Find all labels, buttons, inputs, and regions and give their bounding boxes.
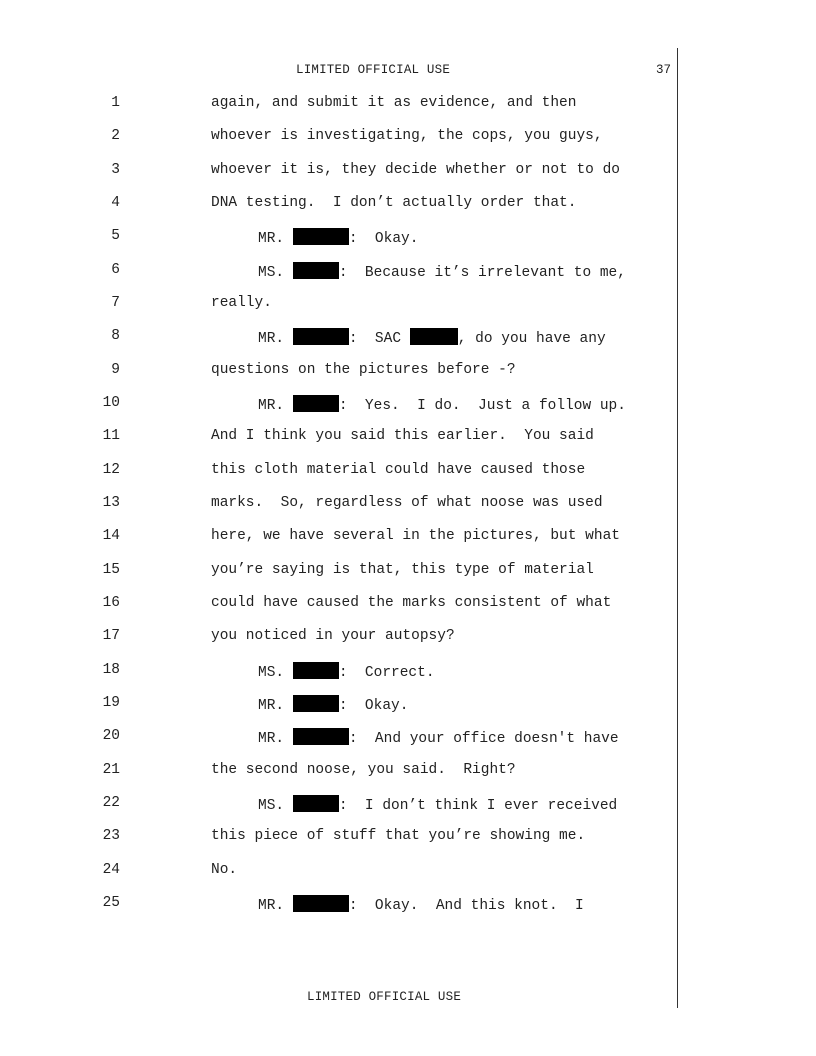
line-text: : SAC (348, 331, 410, 347)
speaker-line (258, 662, 435, 681)
line-number: 4 (111, 195, 120, 211)
transcript-line (0, 495, 680, 519)
page-footer-title: LIMITED OFFICIAL USE (307, 990, 462, 1004)
line-text: : Because it’s irrelevant to me, (338, 265, 626, 281)
transcript-line (0, 228, 680, 252)
line-text: you noticed in your autopsy? (211, 628, 455, 644)
redaction-bar (293, 262, 339, 279)
transcript-line (0, 128, 680, 152)
line-number: 7 (111, 295, 120, 311)
line-text: DNA testing. I don’t actually order that. (211, 195, 577, 211)
line-text: , do you have any (457, 331, 606, 347)
redaction-bar (293, 795, 339, 812)
line-number: 6 (111, 262, 120, 278)
transcript-line (0, 862, 680, 886)
transcript-line (0, 662, 680, 686)
transcript-line (0, 162, 680, 186)
transcript-line (0, 362, 680, 386)
speaker-title: MR. (258, 898, 285, 914)
line-text: : Okay. (348, 231, 419, 247)
redaction-bar (293, 662, 339, 679)
speaker-line (258, 895, 584, 914)
transcript-line (0, 295, 680, 319)
line-number: 3 (111, 162, 120, 178)
line-number: 11 (102, 428, 120, 444)
line-text: again, and submit it as evidence, and then (211, 95, 577, 111)
speaker-title: MR. (258, 698, 285, 714)
transcript-line (0, 595, 680, 619)
transcript-line (0, 95, 680, 119)
line-number: 8 (111, 328, 120, 344)
redaction-bar (293, 895, 349, 912)
line-text: : Correct. (338, 665, 435, 681)
line-number: 17 (102, 628, 120, 644)
line-text: : Yes. I do. Just a follow up. (338, 398, 626, 414)
transcript-line (0, 762, 680, 786)
speaker-title: MS. (258, 265, 285, 281)
speaker-title: MR. (258, 331, 285, 347)
speaker-line (258, 328, 606, 347)
line-text: whoever is investigating, the cops, you guys, (211, 128, 603, 144)
speaker-line (258, 795, 617, 814)
transcript-line (0, 328, 680, 352)
transcript-line (0, 828, 680, 852)
line-number: 15 (102, 562, 120, 578)
line-number: 24 (102, 862, 120, 878)
line-number: 25 (102, 895, 120, 911)
line-text: really. (211, 295, 272, 311)
line-number: 23 (102, 828, 120, 844)
line-text: the second noose, you said. Right? (211, 762, 516, 778)
transcript-line (0, 728, 680, 752)
line-number: 13 (102, 495, 120, 511)
redaction-bar (293, 395, 339, 412)
line-number: 10 (102, 395, 120, 411)
speaker-line (258, 695, 408, 714)
transcript-line (0, 695, 680, 719)
line-number: 5 (111, 228, 120, 244)
redaction-bar (410, 328, 458, 345)
line-text: : Okay. And this knot. I (348, 898, 584, 914)
line-text: And I think you said this earlier. You said (211, 428, 594, 444)
line-number: 19 (102, 695, 120, 711)
page-number: 37 (656, 63, 672, 77)
line-text: marks. So, regardless of what noose was used (211, 495, 603, 511)
page-header-title: LIMITED OFFICIAL USE (296, 63, 451, 77)
line-number: 20 (102, 728, 120, 744)
line-number: 18 (102, 662, 120, 678)
line-number: 9 (111, 362, 120, 378)
speaker-line (258, 228, 418, 247)
speaker-line (258, 728, 619, 747)
line-text: this piece of stuff that you’re showing me. (211, 828, 586, 844)
transcript-line (0, 628, 680, 652)
line-text: No. (211, 862, 238, 878)
redaction-bar (293, 228, 349, 245)
speaker-title: MR. (258, 731, 285, 747)
line-text: : And your office doesn't have (348, 731, 619, 747)
line-text: this cloth material could have caused those (211, 462, 586, 478)
redaction-bar (293, 728, 349, 745)
transcript-line (0, 395, 680, 419)
line-number: 21 (102, 762, 120, 778)
transcript-line (0, 262, 680, 286)
transcript-line (0, 528, 680, 552)
transcript-line (0, 428, 680, 452)
speaker-title: MR. (258, 398, 285, 414)
speaker-line (258, 395, 626, 414)
speaker-title: MS. (258, 665, 285, 681)
redaction-bar (293, 695, 339, 712)
transcript-line (0, 195, 680, 219)
line-text: : Okay. (338, 698, 409, 714)
transcript-line (0, 462, 680, 486)
speaker-title: MR. (258, 231, 285, 247)
line-number: 22 (102, 795, 120, 811)
speaker-title: MS. (258, 798, 285, 814)
speaker-line (258, 262, 626, 281)
line-number: 2 (111, 128, 120, 144)
line-text: whoever it is, they decide whether or not to do (211, 162, 620, 178)
line-text: questions on the pictures before -? (211, 362, 516, 378)
line-text: you’re saying is that, this type of material (211, 562, 594, 578)
line-text: could have caused the marks consistent of what (211, 595, 612, 611)
line-text: : I don’t think I ever received (338, 798, 618, 814)
transcript-line (0, 562, 680, 586)
line-number: 14 (102, 528, 120, 544)
line-number: 1 (111, 95, 120, 111)
line-number: 12 (102, 462, 120, 478)
transcript-line (0, 895, 680, 919)
transcript-line (0, 795, 680, 819)
redaction-bar (293, 328, 349, 345)
line-text: here, we have several in the pictures, but what (211, 528, 620, 544)
line-number: 16 (102, 595, 120, 611)
